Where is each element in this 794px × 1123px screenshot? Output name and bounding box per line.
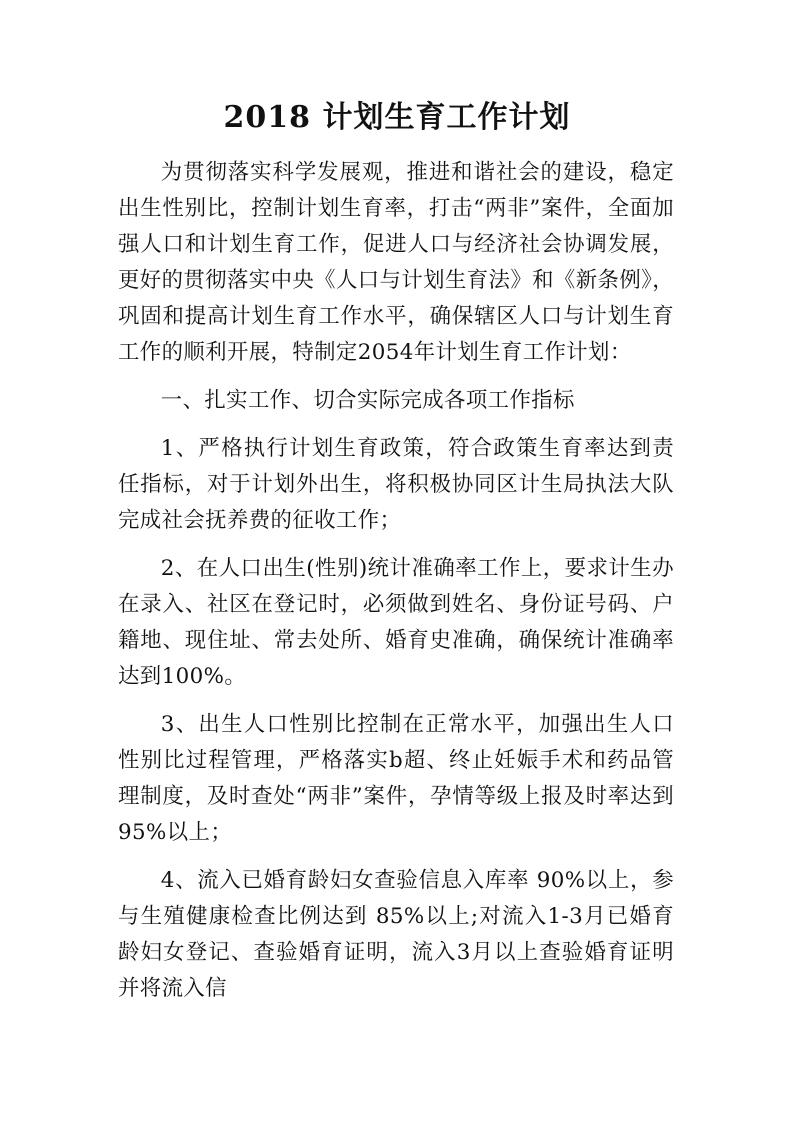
document-body: [118, 155, 674, 1007]
paragraph-item-3: 3、出生人口性别比控制在正常水平，加强出生人口性别比过程管理，严格落实b超、终止妊娠手术和药品管理制度，及时查处“两非”案件，孕情等级上报及时率达到95%以上；: [118, 712, 674, 845]
paragraph-item-4: 4、流入已婚育龄妇女查验信息入库率 90%以上，参与生殖健康检查比例达到 85%以上;对流入1-3月已婚育龄妇女登记、查验婚育证明，流入3月以上查验婚育证明并将流入信: [118, 868, 674, 1001]
paragraph-item-2: 2、在人口出生(性别)统计准确率工作上，要求计生办在录入、社区在登记时，必须做到姓名、身份证号码、户籍地、现住址、常去处所、婚育史准确，确保统计准确率达到100%。: [118, 556, 674, 689]
paragraph-intro: 为贯彻落实科学发展观，推进和谐社会的建设，稳定出生性别比，控制计划生育率，打击“两非”案件，全面加强人口和计划生育工作，促进人口与经济社会协调发展，更好的贯彻落实中央《人口与计划生育法》和《新条例》，巩固和提高计划生育工作水平，确保辖区人口与计划生育工作的顺利开展，特制定2054年计划生育工作计划：: [118, 160, 674, 365]
section-heading-1: 一、扎实工作、切合实际完成各项工作指标: [160, 388, 575, 413]
document-title: 2018 计划生育工作计划: [223, 100, 571, 135]
paragraph-item-1: 1、严格执行计划生育政策，符合政策生育率达到责任指标，对于计划外出生，将积极协同区计生局执法大队完成社会抚养费的征收工作；: [118, 436, 674, 533]
